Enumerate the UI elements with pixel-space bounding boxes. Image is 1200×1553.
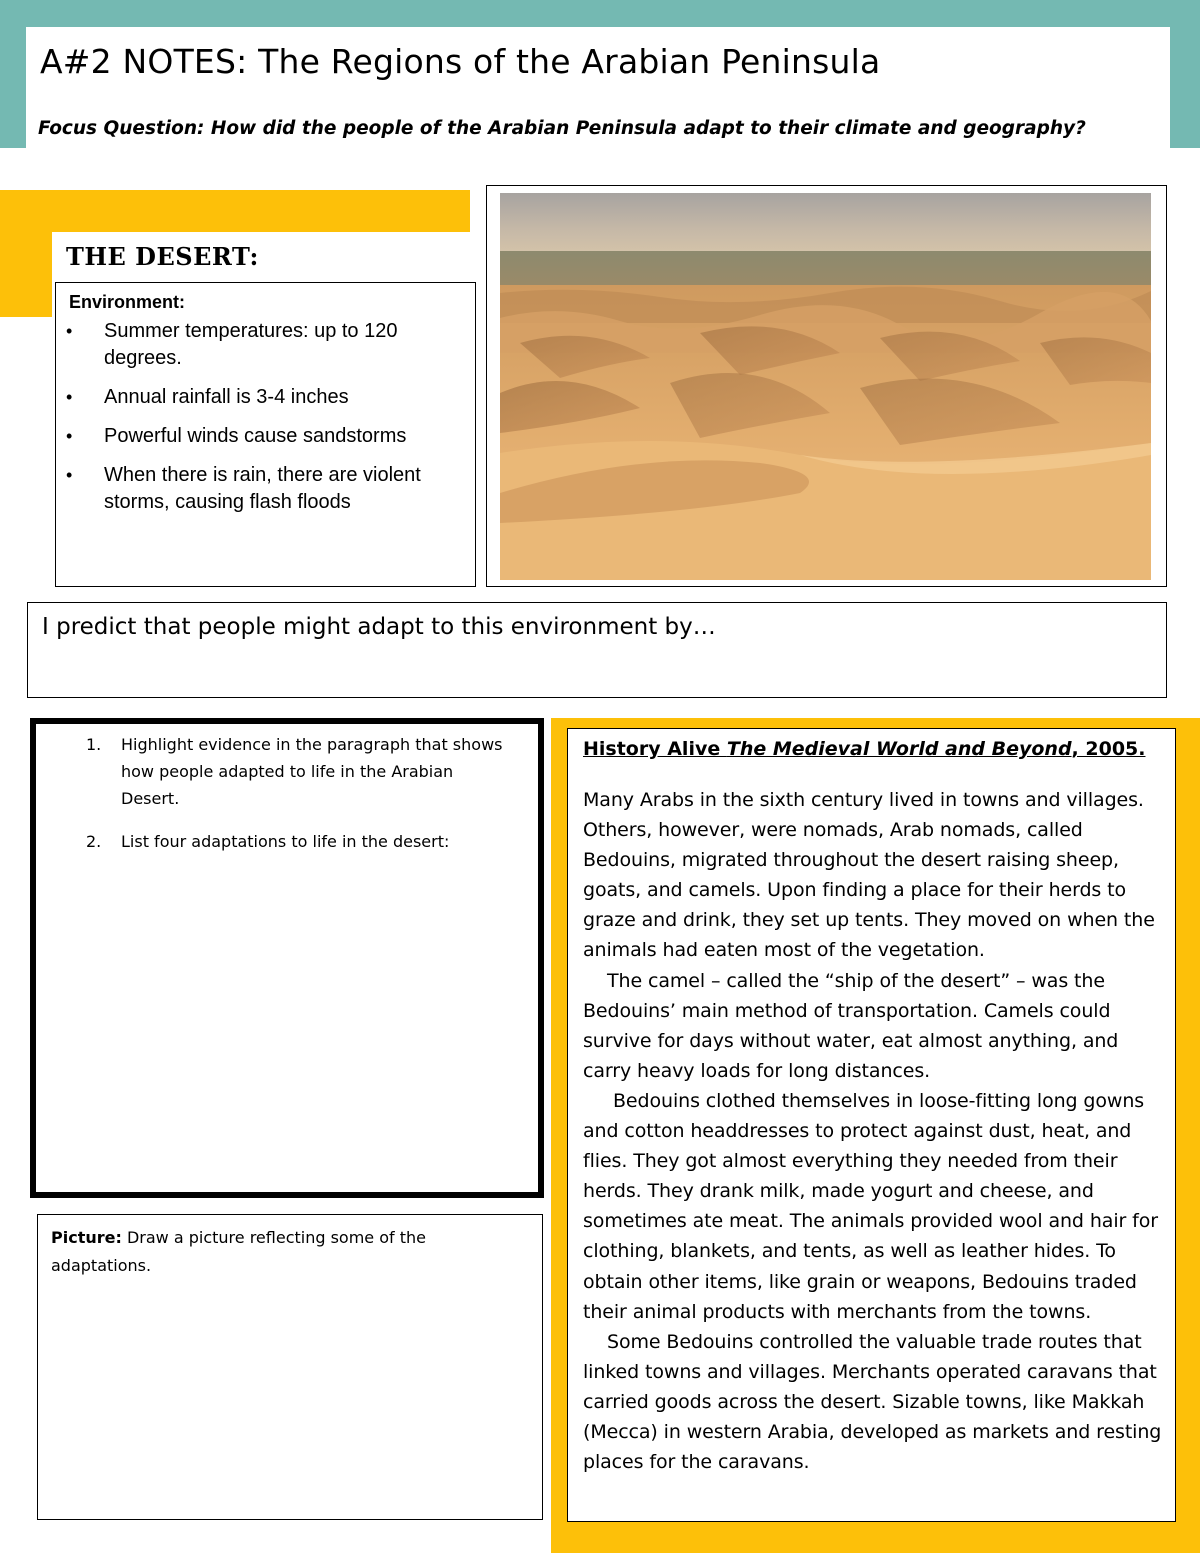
source-suffix: , 2005. bbox=[1071, 738, 1146, 760]
reading-paragraph: The camel – called the “ship of the desert” – was the Bedouins’ main method of transportation. Camels could survive for days without water, eat almost anything, and carry heavy loads for long distances. bbox=[583, 969, 1119, 1082]
desert-dunes-photo bbox=[500, 193, 1151, 580]
desert-heading: THE DESERT: bbox=[66, 242, 259, 271]
page-title: A#2 NOTES: The Regions of the Arabian Peninsula bbox=[40, 42, 881, 81]
picture-instruction-text: Draw a picture reflecting some of the adaptations. bbox=[51, 1228, 426, 1275]
accent-bar-top bbox=[0, 190, 470, 232]
questions-list bbox=[78, 731, 508, 855]
list-item: • Summer temperatures: up to 120 degrees. bbox=[62, 318, 464, 372]
environment-label: Environment: bbox=[69, 292, 186, 312]
question-item bbox=[78, 828, 508, 855]
focus-question: Focus Question: How did the people of the Arabian Peninsula adapt to their climate and geography? bbox=[38, 118, 1086, 139]
question-text: List four adaptations to life in the desert: bbox=[121, 832, 450, 851]
question-number: 1. bbox=[86, 735, 102, 754]
list-item: • When there is rain, there are violent storms, causing flash floods bbox=[62, 462, 464, 516]
list-item: • Annual rainfall is 3-4 inches bbox=[62, 384, 464, 411]
source-citation bbox=[583, 738, 1145, 760]
reading-passage bbox=[583, 785, 1171, 1477]
source-title: The Medieval World and Beyond bbox=[726, 738, 1072, 760]
question-text: Highlight evidence in the paragraph that shows how people adapted to life in the Arabian Desert. bbox=[121, 735, 503, 808]
picture-label: Picture: bbox=[51, 1228, 122, 1247]
prediction-prompt: I predict that people might adapt to this environment by… bbox=[42, 614, 716, 640]
reading-paragraph: Bedouins clothed themselves in loose-fitting long gowns and cotton headdresses to protect against dust, heat, and flies. They got almost everything they needed from their herds. They drank milk, made yogurt and cheese, and sometimes ate meat. The animals provided wool and hair for clothing, blankets, and tents, as well as leather hides. To obtain other items, like grain or weapons, Bedouins traded their animal products with merchants from the towns. bbox=[583, 1089, 1158, 1323]
reading-paragraph: Some Bedouins controlled the valuable trade routes that linked towns and villages. Merchants operated caravans that carried goods across the desert. Sizable towns, like Makkah (Mecca) in western Arabia, developed as markets and resting places for the caravans. bbox=[583, 1330, 1162, 1474]
source-prefix: History Alive bbox=[583, 738, 727, 760]
list-item: • Powerful winds cause sandstorms bbox=[62, 423, 464, 450]
question-number: 2. bbox=[86, 832, 102, 851]
accent-bar-left bbox=[0, 190, 52, 317]
question-item bbox=[78, 731, 508, 812]
desert-dunes-illustration bbox=[500, 193, 1151, 580]
reading-paragraph: Many Arabs in the sixth century lived in towns and villages. Others, however, were nomads, Arab nomads, called Bedouins, migrated throughout the desert raising sheep, goats, and camels. Upon finding a place for their herds to graze and drink, they set up tents. They moved on when the animals had eaten most of the vegetation. bbox=[583, 789, 1155, 962]
environment-list bbox=[62, 318, 464, 528]
picture-instructions bbox=[51, 1224, 481, 1280]
